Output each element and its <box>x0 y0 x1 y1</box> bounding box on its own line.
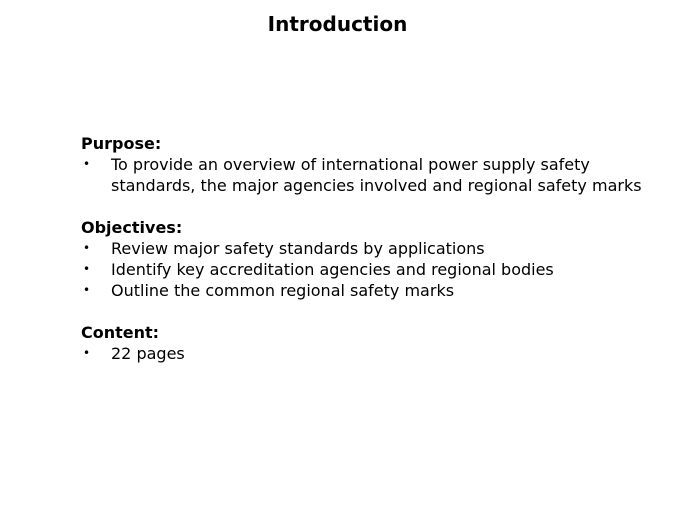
list-item <box>81 154 651 196</box>
bullet-icon: • <box>83 262 91 276</box>
bullet-text: To provide an overview of international power supply safety standards, the major agencies involved and regional safety marks <box>111 155 642 195</box>
list-item <box>81 259 651 280</box>
list-item <box>81 238 651 259</box>
bullet-text: Review major safety standards by applications <box>111 239 485 258</box>
bullet-icon: • <box>83 241 91 255</box>
list-item <box>81 343 651 364</box>
objectives-section <box>81 217 651 301</box>
slide-title: Introduction <box>267 12 408 36</box>
content-section <box>81 322 651 364</box>
bullet-text: Identify key accreditation agencies and regional bodies <box>111 260 554 279</box>
section-heading: Objectives: <box>81 218 183 237</box>
bullet-icon: • <box>83 157 91 171</box>
bullet-icon: • <box>83 346 91 360</box>
list-item <box>81 280 651 301</box>
bullet-text: 22 pages <box>111 344 185 363</box>
bullet-list <box>81 154 651 196</box>
bullet-text: Outline the common regional safety marks <box>111 281 455 300</box>
purpose-section <box>81 133 651 196</box>
section-heading: Content: <box>81 323 160 342</box>
bullet-list <box>81 238 651 301</box>
bullet-list <box>81 343 651 364</box>
slide-content <box>81 133 651 364</box>
section-heading: Purpose: <box>81 134 162 153</box>
bullet-icon: • <box>83 283 91 297</box>
